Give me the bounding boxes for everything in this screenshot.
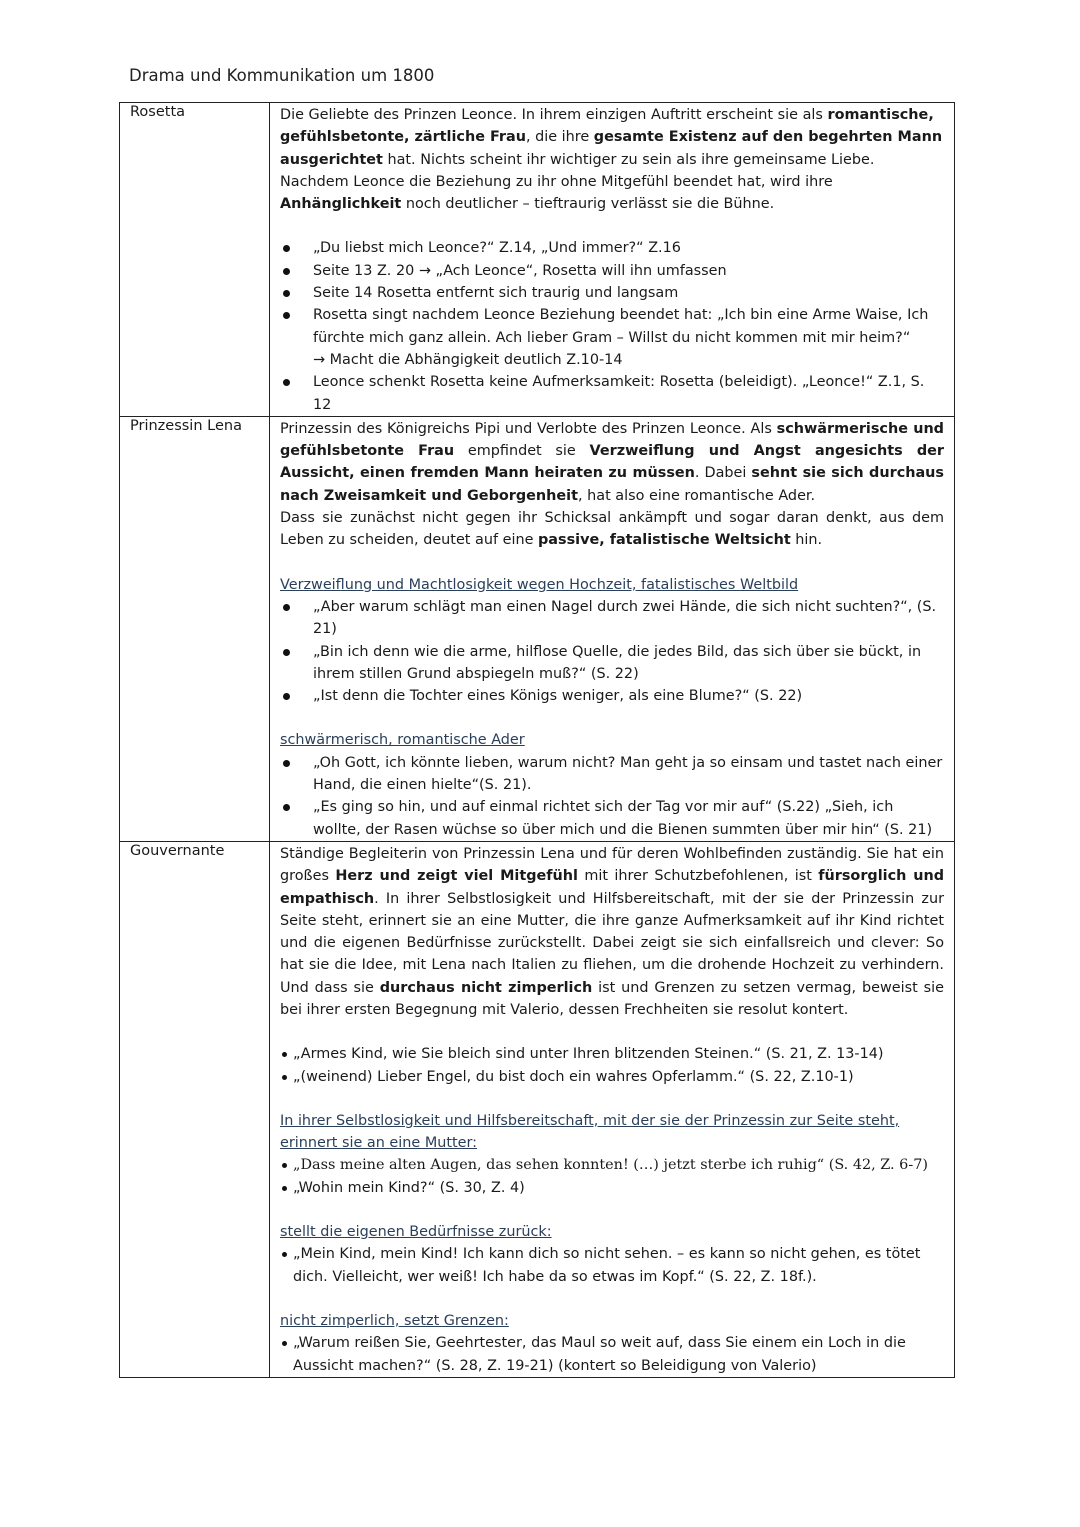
list-item: „Dass meine alten Augen, das sehen konnten! (…) jetzt sterbe ich ruhig“ (S. 42, Z. 6-7) [280,1154,944,1176]
list-item: „Mein Kind, mein Kind! Ich kann dich so nicht sehen. – es kann so nicht gehen, es tötet dich. Vielleicht, wer weiß! Ich habe da so etwas im Kopf.“ (S. 22, Z. 18f.). [280,1243,944,1288]
table-row [120,416,955,841]
character-description-rosetta [270,103,955,417]
quote-list [280,1332,944,1377]
list-item: „Du liebst mich Leonce?“ Z.14, „Und immer?“ Z.16 [280,237,944,259]
section-heading: In ihrer Selbstlosigkeit und Hilfsbereitschaft, mit der sie der Prinzessin zur Seite steht, erinnert sie an eine Mutter: [280,1112,900,1152]
list-item: „Es ging so hin, und auf einmal richtet sich der Tag vor mir auf“ (S.22) „Sieh, ich wollte, der Rasen wüchse so über mich und die Bienen summten über mir hin“ (S. 21) [280,796,944,841]
list-item: „Wohin mein Kind?“ (S. 30, Z. 4) [280,1177,944,1199]
quote-list [280,752,944,841]
list-item: „Armes Kind, wie Sie bleich sind unter Ihren blitzenden Steinen.“ (S. 21, Z. 13-14) [280,1043,944,1065]
character-table [119,102,955,1378]
character-name-gouvernante: Gouvernante [120,841,270,1377]
list-item: „(weinend) Lieber Engel, du bist doch ein wahres Opferlamm.“ (S. 22, Z.10-1) [280,1066,944,1088]
character-description-lena [270,416,955,841]
list-item: „Ist denn die Tochter eines Königs weniger, als eine Blume?“ (S. 22) [280,685,944,707]
list-item: Leonce schenkt Rosetta keine Aufmerksamkeit: Rosetta (beleidigt). „Leonce!“ Z.1, S. 12 [280,371,944,416]
description-paragraph: Die Geliebte des Prinzen Leonce. In ihrem einzigen Auftritt erscheint sie als romantische, gefühlsbetonte, zärtliche Frau, die ihre gesamte Existenz auf den begehrten Mann ausgerichtet hat. Nichts scheint ihr wichtiger zu sein als ihre gemeinsame Liebe. Nachdem Leonce die Beziehung zu ihr ohne Mitgefühl beendet hat, wird ihre Anhänglichkeit noch deutlicher – tieftraurig verlässt sie die Bühne. [280,107,943,213]
list-item: „Oh Gott, ich könnte lieben, warum nicht? Man geht ja so einsam und tastet nach einer Hand, die einen hielte“(S. 21). [280,752,944,797]
character-name-lena: Prinzessin Lena [120,416,270,841]
table-row [120,841,955,1377]
character-description-gouvernante [270,841,955,1377]
quote-list [280,1243,944,1288]
section-heading: stellt die eigenen Bedürfnisse zurück: [280,1224,552,1241]
character-name-rosetta: Rosetta [120,103,270,417]
table-row [120,103,955,417]
section-heading: nicht zimperlich, setzt Grenzen: [280,1312,509,1329]
list-item: „Warum reißen Sie, Geehrtester, das Maul so weit auf, dass Sie einem ein Loch in die Aussicht machen?“ (S. 28, Z. 19-21) (kontert so Beleidigung von Valerio) [280,1332,944,1377]
quote-list [280,237,944,415]
section-heading: schwärmerisch, romantische Ader [280,732,525,749]
description-paragraph: Prinzessin des Königreichs Pipi und Verlobte des Prinzen Leonce. Als schwärmerische und gefühlsbetonte Frau empfindet sie Verzweiflung und Angst angesichts der Aussicht, einen fremden Mann heiraten zu müssen. Dabei sehnt sie sich durchaus nach Zweisamkeit und Geborgenheit, hat also eine romantische Ader. [280,420,944,504]
description-paragraph: Ständige Begleiterin von Prinzessin Lena und für deren Wohlbefinden zuständig. Sie hat ein großes Herz und zeigt viel Mitgefühl mit ihrer Schutzbefohlenen, ist fürsorglich und empathisch. In ihrer Selbstlosigkeit und Hilfsbereitschaft, mit der sie der Prinzessin zur Seite steht, erinnert sie an eine Mutter, die ihre ganze Aufmerksamkeit auf ihr Kind richtet und die eigenen Bedürfnisse zurückstellt. Dabei zeigt sie sich einfallsreich und clever: So hat sie die Idee, mit Lena nach Italien zu fliehen, um die drohende Hochzeit zu verhindern. Und dass sie durchaus nicht zimperlich ist und Grenzen zu setzen vermag, beweist sie bei ihrer ersten Begegnung mit Valerio, dessen Frechheiten sie resolut kontert. [280,845,944,1018]
list-item: Seite 14 Rosetta entfernt sich traurig und langsam [280,282,944,304]
quote-list [280,1154,944,1199]
list-item: „Bin ich denn wie die arme, hilflose Quelle, die jedes Bild, das sich über sie bückt, in ihrem stillen Grund abspiegeln muß?“ (S. 22) [280,641,944,686]
quote-list [280,596,944,707]
quote-list [280,1043,944,1088]
description-paragraph: Dass sie zunächst nicht gegen ihr Schicksal ankämpft und sogar daran denkt, aus dem Leben zu scheiden, deutet auf eine passive, fatalistische Weltsicht hin. [280,510,944,549]
list-item: Rosetta singt nachdem Leonce Beziehung beendet hat: „Ich bin eine Arme Waise, Ich fürchte mich ganz allein. Ach lieber Gram – Willst du nicht kommen mit mir heim?“ → Macht die Abhängigkeit deutlich Z.10-14 [280,304,944,371]
page-title: Drama und Kommunikation um 1800 [129,66,435,85]
section-heading: Verzweiflung und Machtlosigkeit wegen Hochzeit, fatalistisches Weltbild [280,576,799,593]
list-item: „Aber warum schlägt man einen Nagel durch zwei Hände, die sich nicht suchten?“, (S. 21) [280,596,944,641]
list-item: Seite 13 Z. 20 → „Ach Leonce“, Rosetta will ihn umfassen [280,260,944,282]
